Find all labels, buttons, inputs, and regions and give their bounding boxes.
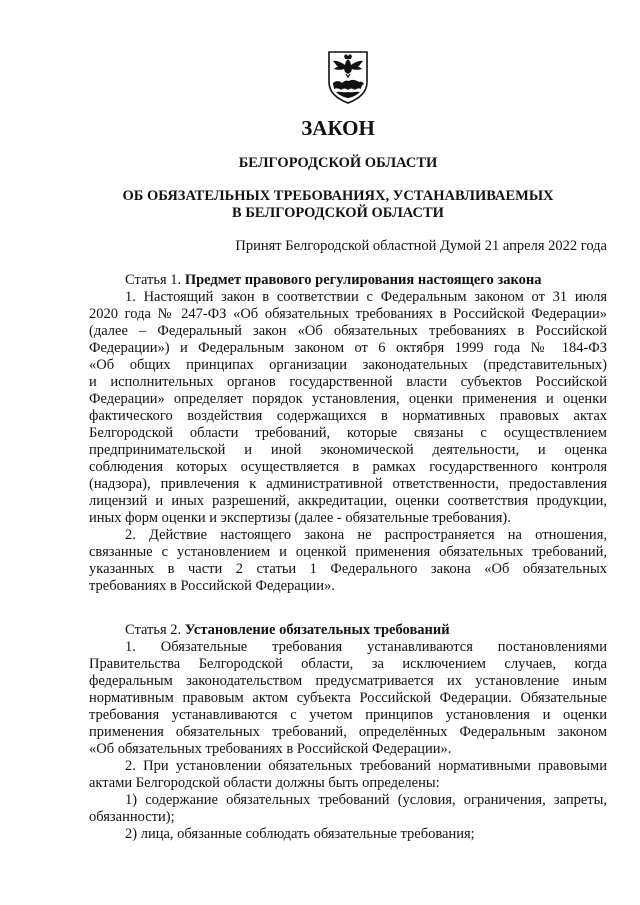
subject-title (0, 188, 640, 224)
subject-title-line: ОБ ОБЯЗАТЕЛЬНЫХ ТРЕБОВАНИЯХ, УСТАНАВЛИВАЕМЫХ (122, 188, 554, 204)
text-line: 2. При установлении обязательных требований нормативными правовыми (125, 758, 607, 774)
text-line: 1. Обязательные требования устанавливаются постановлениями (125, 639, 607, 655)
text-line: соблюдения которых осуществляется в рамках государственного контроля (89, 459, 607, 475)
text-line: Правительства Белгородской области, за исключением случаев, когда (89, 656, 607, 672)
text-line: связанные с установлением и оценкой применения обязательных требований, (89, 544, 607, 560)
text-line: 1) содержание обязательных требований (условия, ограничения, запреты, (125, 792, 607, 808)
text-line: применения обязательных требований, определённых Федеральным законом (89, 724, 607, 740)
text-line: фактического воздействия содержащихся в нормативных правовых актах (89, 408, 607, 424)
text-line: «Об общих принципах организации законодательных (представительных) (89, 357, 607, 373)
subject-title-line: В БЕЛГОРОДСКОЙ ОБЛАСТИ (232, 205, 444, 221)
text-line: «Об обязательных требованиях в Российской Федерации». (89, 741, 452, 757)
article-2-item-1 (89, 792, 607, 826)
text-line: иных форм оценки и экспертизы (далее - обязательные требования). (89, 510, 511, 526)
article-1-header (89, 272, 607, 289)
text-line: требованиях в Российской Федерации». (89, 578, 335, 594)
article-number: Статья 1. (125, 272, 182, 288)
text-line: 2. Действие настоящего закона не распространяется на отношения, (125, 527, 607, 543)
article-heading: Установление обязательных требований (184, 622, 450, 638)
article-1 (89, 272, 607, 595)
law-title: ЗАКОН (301, 116, 375, 140)
text-line: федеральным законодательством предусматривается их установление иным (89, 673, 607, 689)
text-line: актами Белгородской области должны быть определены: (89, 775, 440, 791)
text-line: 2020 года № 247-ФЗ «Об обязательных требованиях в Российской Федерации» (89, 306, 607, 322)
article-2-paragraph-2 (89, 758, 607, 792)
text-line: указанных в части 2 статьи 1 Федерального закона «Об обязательных (89, 561, 607, 577)
text-line: и исполнительных органов государственной власти субъектов Российской (89, 374, 607, 390)
text-line: нормативным правовым актом субъекта Российской Федерации. Обязательные (89, 690, 607, 706)
region-title: БЕЛГОРОДСКОЙ ОБЛАСТИ (238, 155, 438, 171)
belgorod-coat-of-arms (326, 50, 370, 104)
text-line: Федерации») и Федеральным законом от 6 октября 1999 года № 184-ФЗ (89, 340, 607, 356)
adoption-line: Принят Белгородской областной Думой 21 апреля 2022 года (235, 238, 607, 254)
text-line: Белгородской области требований, которые связаны с осуществлением (89, 425, 607, 441)
text-line: лицензий и иных разрешений, аккредитации, оценки соответствия продукции, (89, 493, 607, 509)
article-2-header (89, 622, 607, 639)
text-line: предпринимательской и иной экономической деятельности, и оценка (89, 442, 607, 458)
text-line: требования устанавливаются с учетом принципов установления и оценки (89, 707, 607, 723)
text-line: 2) лица, обязанные соблюдать обязательные требования; (125, 826, 475, 842)
text-line: 1. Настоящий закон в соответствии с Федеральным законом от 31 июля (125, 289, 607, 305)
article-1-paragraph-1 (89, 289, 607, 527)
article-2 (89, 622, 607, 843)
article-2-item-2 (89, 826, 607, 843)
article-1-paragraph-2 (89, 527, 607, 595)
text-line: обязанности); (89, 809, 175, 825)
article-heading: Предмет правового регулирования настоящего закона (184, 272, 542, 288)
text-line: (надзора), привлечения к административной ответственности, предоставления (89, 476, 607, 492)
text-line: (далее – Федеральный закон «Об обязательных требованиях в Российской (89, 323, 607, 339)
article-2-paragraph-1 (89, 639, 607, 758)
article-number: Статья 2. (125, 622, 182, 638)
text-line: Федерации» определяет порядок установления, оценки применения и оценки (89, 391, 607, 407)
